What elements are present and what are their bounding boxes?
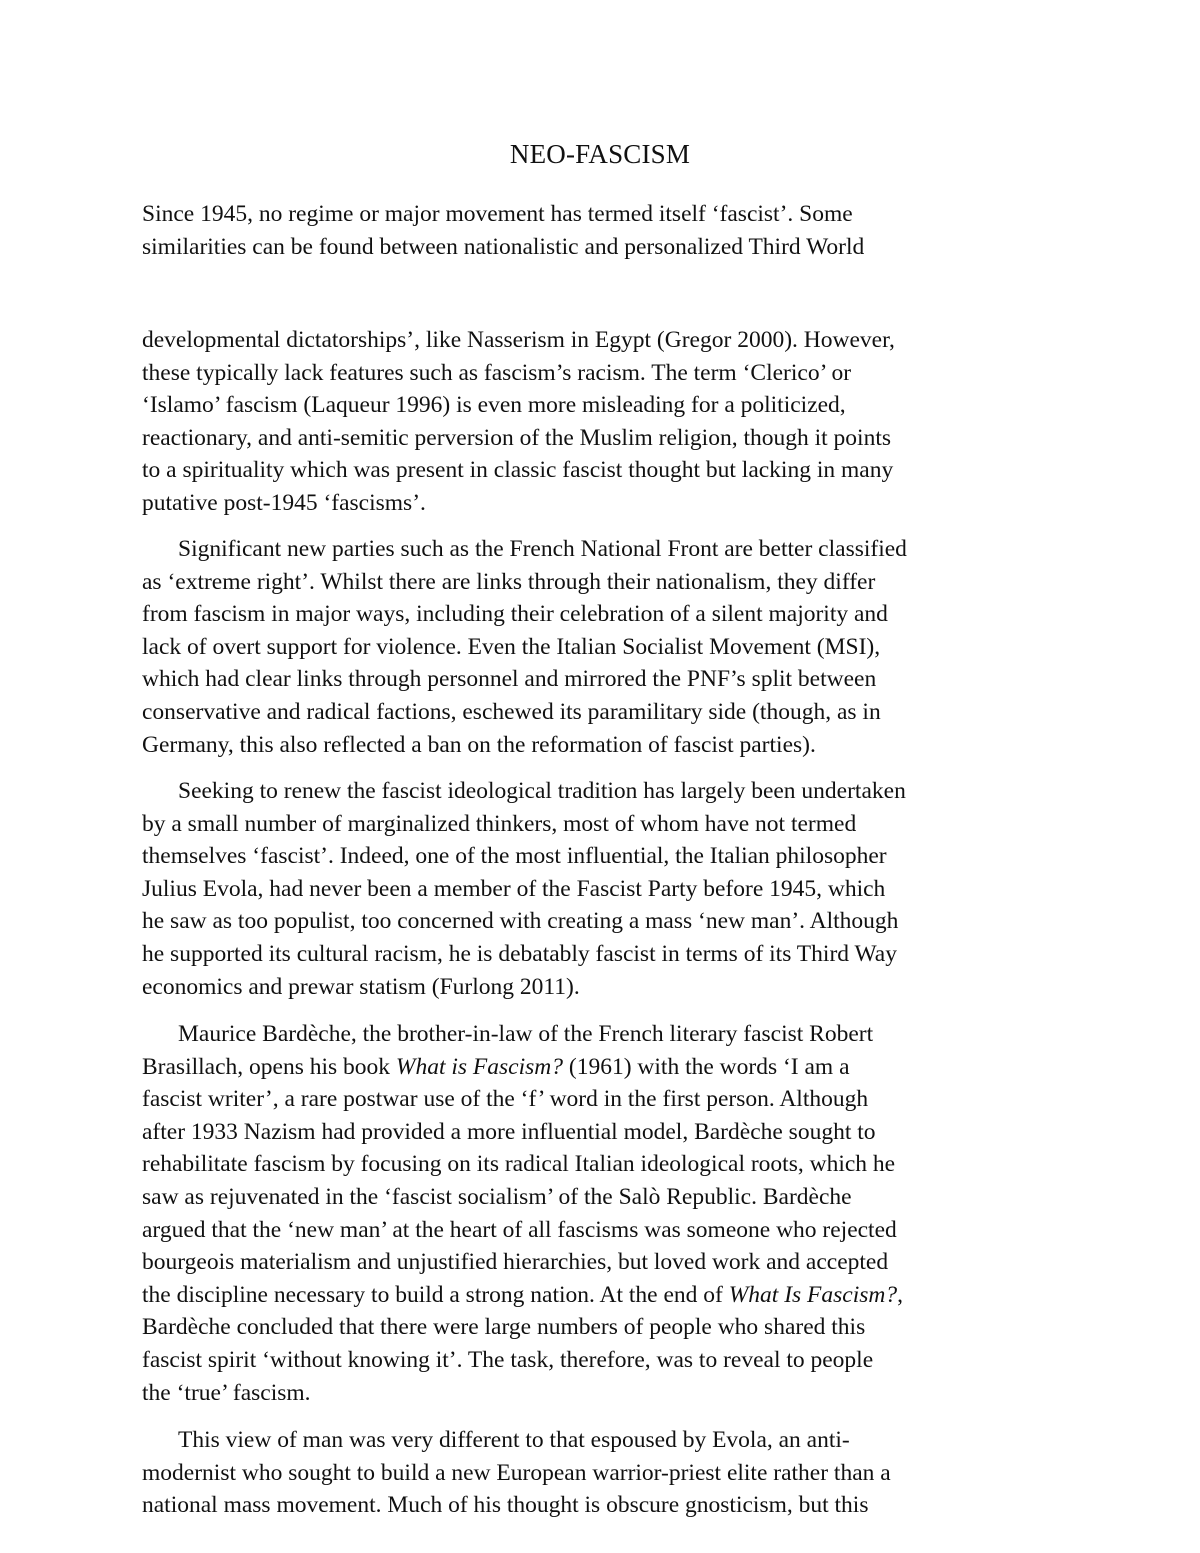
text-run: the discipline necessary to build a strong nation. At the end of	[142, 1281, 729, 1308]
paragraph-line: developmental dictatorships’, like Nasserism in Egypt (Gregor 2000). However,	[142, 327, 895, 353]
paragraph-line: putative post-1945 ‘fascisms’.	[142, 489, 426, 516]
paragraph-line: from fascism in major ways, including their celebration of a silent majority and	[142, 601, 888, 628]
paragraph-3	[142, 775, 1062, 1003]
paragraph-line: modernist who sought to build a new European warrior-priest elite rather than a	[142, 1459, 891, 1486]
paragraph-4	[142, 1018, 1062, 1409]
paragraph-line: Maurice Bardèche, the brother-in-law of the French literary fascist Robert	[178, 1021, 874, 1047]
intro-line: similarities can be found between nationalistic and personalized Third World	[142, 233, 865, 260]
paragraph-line: the ‘true’ fascism.	[142, 1379, 311, 1406]
intro-paragraph	[142, 198, 1062, 263]
paragraph-line: rehabilitate fascism by focusing on its radical Italian ideological roots, which he	[142, 1151, 896, 1178]
paragraph-line: these typically lack features such as fascism’s racism. The term ‘Clerico’ or	[142, 359, 852, 386]
paragraph-line: reactionary, and anti-semitic perversion of the Muslim religion, though it points	[142, 424, 892, 451]
paragraph-line: This view of man was very different to that espoused by Evola, an anti-	[178, 1427, 850, 1453]
page-title: NEO-FASCISM	[509, 139, 691, 169]
paragraph-line: Germany, this also reflected a ban on the reformation of fascist parties).	[142, 731, 816, 758]
paragraph-line: economics and prewar statism (Furlong 2011).	[142, 973, 580, 1000]
paragraph-line: after 1933 Nazism had provided a more influential model, Bardèche sought to	[142, 1118, 876, 1145]
paragraph-5	[142, 1424, 1062, 1522]
paragraph-line: Significant new parties such as the French National Front are better classified	[178, 536, 907, 562]
book-title-italic: What is Fascism?	[395, 1053, 564, 1080]
paragraph-line: he supported its cultural racism, he is debatably fascist in terms of its Third Way	[142, 940, 897, 967]
paragraph-line: saw as rejuvenated in the ‘fascist socialism’ of the Salò Republic. Bardèche	[142, 1183, 852, 1210]
text-run: (1961) with the words ‘I am a	[563, 1053, 850, 1080]
paragraph-line: fascist spirit ‘without knowing it’. The task, therefore, was to reveal to people	[142, 1346, 874, 1373]
paragraph-line: Julius Evola, had never been a member of the Fascist Party before 1945, which	[142, 875, 886, 902]
paragraph-line: fascist writer’, a rare postwar use of the ‘f’ word in the first person. Although	[142, 1086, 869, 1113]
paragraph-line: by a small number of marginalized thinkers, most of whom have not termed	[142, 810, 857, 837]
paragraph-line: national mass movement. Much of his thought is obscure gnosticism, but this	[142, 1492, 869, 1519]
paragraph-line: bourgeois materialism and unjustified hierarchies, but loved work and accepted	[142, 1249, 889, 1276]
paragraph-line: as ‘extreme right’. Whilst there are links through their nationalism, they differ	[142, 568, 876, 595]
paragraph-line	[142, 1279, 1062, 1312]
text-run: ,	[897, 1281, 904, 1308]
paragraph-line: Seeking to renew the fascist ideological tradition has largely been undertaken	[178, 778, 906, 804]
text-run: Brasillach, opens his book	[142, 1053, 396, 1080]
paragraph-line: to a spirituality which was present in classic fascist thought but lacking in many	[142, 457, 894, 484]
paragraph-line: which had clear links through personnel and mirrored the PNF’s split between	[142, 666, 877, 693]
intro-line: Since 1945, no regime or major movement has termed itself ‘fascist’. Some	[142, 201, 853, 227]
book-title-italic: What Is Fascism?	[728, 1281, 898, 1308]
paragraph-line: argued that the ‘new man’ at the heart of all fascisms was someone who rejected	[142, 1216, 897, 1243]
paragraph-line	[142, 1051, 1062, 1084]
paragraph-line: he saw as too populist, too concerned with creating a mass ‘new man’. Although	[142, 908, 899, 935]
paragraph-2	[142, 533, 1062, 761]
paragraph-line: lack of overt support for violence. Even the Italian Socialist Movement (MSI),	[142, 633, 881, 660]
paragraph-line: themselves ‘fascist’. Indeed, one of the most influential, the Italian philosopher	[142, 843, 887, 870]
paragraph-line: ‘Islamo’ fascism (Laqueur 1996) is even more misleading for a politicized,	[142, 392, 846, 419]
paragraph-1	[142, 324, 1062, 520]
paragraph-line: Bardèche concluded that there were large numbers of people who shared this	[142, 1314, 866, 1341]
paragraph-line: conservative and radical factions, eschewed its paramilitary side (though, as in	[142, 698, 881, 725]
